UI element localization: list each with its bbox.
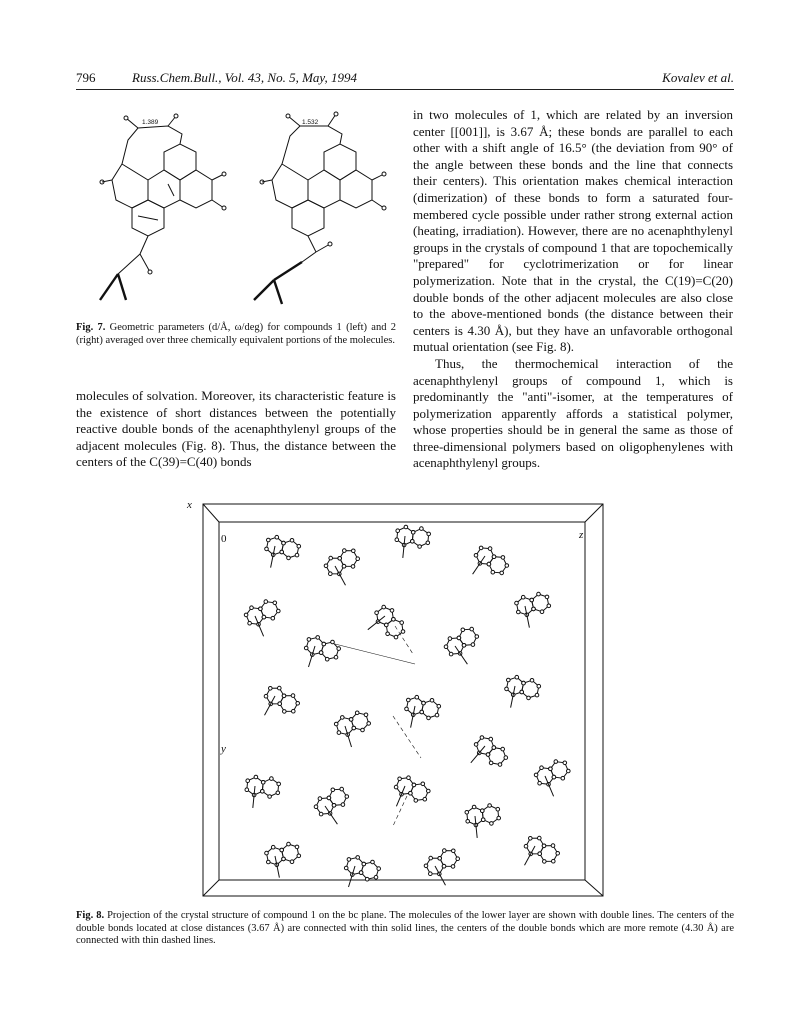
molecule-right: [254, 112, 386, 304]
figure-8-label: Fig. 8.: [76, 910, 105, 921]
axis-label-y: y: [221, 743, 226, 755]
paragraph: in two molecules of 1, which are related by an inversion center [[001]], is 3.67 Å; these bonds are parallel to each other with a shift angle of 16.5° (the deviation from 90° of the angle between these bonds and the line that connects their centers). This orientation makes chemical interaction (dimerization) of these bonds to form a saturated four-membered cycle possible under rather strong external action (heating, irradiation). However, there are no acenaphthylenyl groups in the crystals of compound 1 that are topochemically "prepared" for cyclotrimerization or for linear polymerization. Note that in the crystal, the C(19)=C(20) double bonds of the other adjacent molecules are also close to the above-mentioned bonds (the distance between their centers is 4.30 Å), but they have an unfavorable orthogonal mutual orientation (see Fig. 8).: [413, 107, 733, 355]
bond-label-right: 1.532: [302, 119, 319, 126]
body-column-right: [413, 107, 733, 472]
figure-8-caption-text: Projection of the crystal structure of compound 1 on the bc plane. The molecules of the lower layer are shown with double lines. The centers of the double bonds located at close distances (3.67 Å) are connected with thin solid lines, the centers of the double bonds which are more remote (4.30 Å) are connected with thin dashed lines.: [76, 910, 734, 946]
figure-7-caption-text: Geometric parameters (d/Å, ω/deg) for compounds 1 (left) and 2 (right) averaged over three chemically equivalent portions of the molecules.: [76, 322, 396, 346]
molecule-left: [100, 114, 226, 300]
figure-8-caption: [76, 910, 734, 948]
axis-label-z: z: [579, 529, 584, 541]
figure-8-diagram: [185, 496, 621, 906]
paragraph: Thus, the thermochemical interaction of the acenaphthylenyl groups of compound 1, which is predominantly the "anti"-isomer, at the temperatures of polymerization apparently affords a statistical polymer, whose properties should be in general the same as those of three-dimensional polymers based on oligophenylenes with acenaphthylenyl groups.: [413, 355, 733, 471]
unit-cell-inner: [219, 522, 585, 880]
author-names: Kovalev et al.: [662, 70, 734, 85]
running-header: [76, 70, 734, 88]
contact-line-dashed: [393, 796, 407, 826]
figure-7-label: Fig. 7.: [76, 322, 106, 333]
page-number: 796: [76, 70, 96, 85]
axis-label-origin: 0: [221, 533, 227, 545]
bond-label-left: 1.389: [142, 119, 159, 126]
axis-label-x: x: [187, 499, 192, 511]
header-rule: [76, 89, 734, 90]
molecule-layer: [244, 525, 570, 887]
body-column-left: [76, 388, 396, 471]
figure-7-diagram: [78, 104, 396, 316]
contact-line-dashed: [393, 716, 421, 758]
paragraph: molecules of solvation. Moreover, its characteristic feature is the existence of short distances between the potentially reactive double bonds of the acenaphthylenyl groups of the adjacent molecules (Fig. 8). Thus, the distance between the centers of the C(39)=C(40) bonds: [76, 388, 396, 470]
contact-line-solid: [335, 644, 415, 664]
journal-citation: Russ.Chem.Bull., Vol. 43, No. 5, May, 1994: [132, 70, 357, 85]
unit-cell-outer: [203, 504, 603, 896]
figure-7-caption: [76, 322, 396, 347]
